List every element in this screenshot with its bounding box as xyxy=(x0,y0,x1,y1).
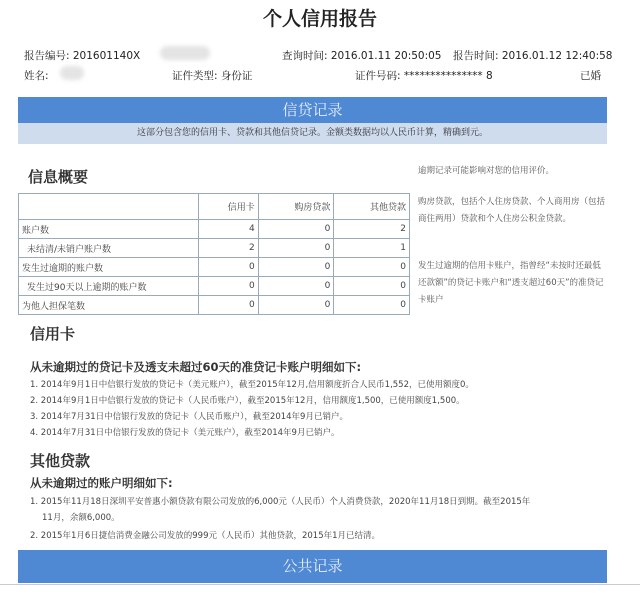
query-time: 查询时间: 2016.01.11 20:50:05 xyxy=(282,50,442,62)
header-cell: 信用卡 xyxy=(199,194,259,220)
section-public-records-band xyxy=(18,550,607,583)
id-number: 证件号码: *************** 8 xyxy=(355,70,493,82)
id-type: 证件类型: 身份证 xyxy=(172,70,253,82)
row-label: 账户数 xyxy=(19,220,199,239)
row-label: 发生过90天以上逾期的账户数 xyxy=(19,277,199,296)
cell: 0 xyxy=(258,220,334,239)
cell: 0 xyxy=(258,296,334,315)
page-divider xyxy=(0,584,640,585)
page-title: 个人信用报告 xyxy=(262,8,377,30)
credit-card-subtitle: 从未逾期过的贷记卡及透支未超过60天的准贷记卡账户明细如下: xyxy=(30,360,362,374)
header-cell: 购房贷款 xyxy=(258,194,334,220)
cell: 0 xyxy=(199,277,259,296)
table-row xyxy=(19,239,410,258)
summary-title: 信息概要 xyxy=(28,168,89,186)
note-overdue: 逾期记录可能影响对您的信用评价。 xyxy=(418,166,555,176)
section-title: 公共记录 xyxy=(282,557,343,575)
header-cell: 其他贷款 xyxy=(334,194,410,220)
marital-status: 已婚 xyxy=(580,70,601,82)
list-item: 1. 2014年9月1日中信银行发放的贷记卡（美元账户），截至2015年12月,信用额度折合人民币1,552，已使用额度0。 xyxy=(30,380,474,390)
cell: 0 xyxy=(199,258,259,277)
cell: 2 xyxy=(334,220,410,239)
cell: 2 xyxy=(199,239,259,258)
cell: 1 xyxy=(334,239,410,258)
other-loans-subtitle: 从未逾期过的账户明细如下: xyxy=(30,476,173,490)
section-title: 信贷记录 xyxy=(282,101,343,119)
redaction-blur xyxy=(160,46,210,60)
cell: 0 xyxy=(334,296,410,315)
other-loans-title: 其他贷款 xyxy=(30,452,91,470)
section-credit-records-band xyxy=(18,97,607,123)
list-item: 1. 2015年11月18日深圳平安普惠小额贷款有限公司发放的6,000元（人民币）个人消费贷款，2020年11月18日到期。截至2015年 xyxy=(30,497,531,507)
list-item: 2. 2015年1月6日捷信消费金融公司发放的999元（人民币）其他贷款，2015年1月已结清。 xyxy=(30,531,381,541)
report-number: 报告编号: 201601140X xyxy=(24,50,141,62)
list-item: 3. 2014年7月31日中信银行发放的贷记卡（人民币账户），截至2014年9月已销户。 xyxy=(30,412,348,422)
cell: 0 xyxy=(258,277,334,296)
list-item: 2. 2014年9月1日中信银行发放的贷记卡（人民币账户），截至2015年12月，信用额度1,500，已使用额度1,500。 xyxy=(30,396,465,406)
table-row xyxy=(19,296,410,315)
cell: 4 xyxy=(199,220,259,239)
name-label: 姓名: xyxy=(24,70,49,82)
table-row xyxy=(19,220,410,239)
row-label: 为他人担保笔数 xyxy=(19,296,199,315)
redaction-blur xyxy=(60,66,84,80)
cell: 0 xyxy=(258,258,334,277)
table-row xyxy=(19,277,410,296)
section-description: 这部分包含您的信用卡、贷款和其他信贷记录。金额类数据均以人民币计算，精确到元。 xyxy=(18,123,607,144)
table-header-row xyxy=(19,194,410,220)
row-label: 发生过逾期的账户数 xyxy=(19,258,199,277)
list-item-continuation: 11月，余额6,000。 xyxy=(42,513,120,523)
cell: 0 xyxy=(334,277,410,296)
cell: 0 xyxy=(258,239,334,258)
list-item: 4. 2014年7月31日中信银行发放的贷记卡（美元账户），截至2014年9月已销户。 xyxy=(30,428,340,438)
note-housing-loan: 购房贷款，包括个人住房贷款、个人商用房（包括商住两用）贷款和个人住房公积金贷款。 xyxy=(418,197,606,224)
cell: 0 xyxy=(199,296,259,315)
note-overdue-accounts: 发生过逾期的信用卡账户，指曾经“未按时还最低还款额”的贷记卡账户和“透支超过60天”的准贷记卡账户 xyxy=(418,261,604,305)
report-time: 报告时间: 2016.01.12 12:40:58 xyxy=(453,50,613,62)
summary-table xyxy=(18,193,410,315)
credit-card-title: 信用卡 xyxy=(30,325,76,343)
table-row xyxy=(19,258,410,277)
row-label: 未结清/未销户账户数 xyxy=(19,239,199,258)
header-cell xyxy=(19,194,199,220)
cell: 0 xyxy=(334,258,410,277)
